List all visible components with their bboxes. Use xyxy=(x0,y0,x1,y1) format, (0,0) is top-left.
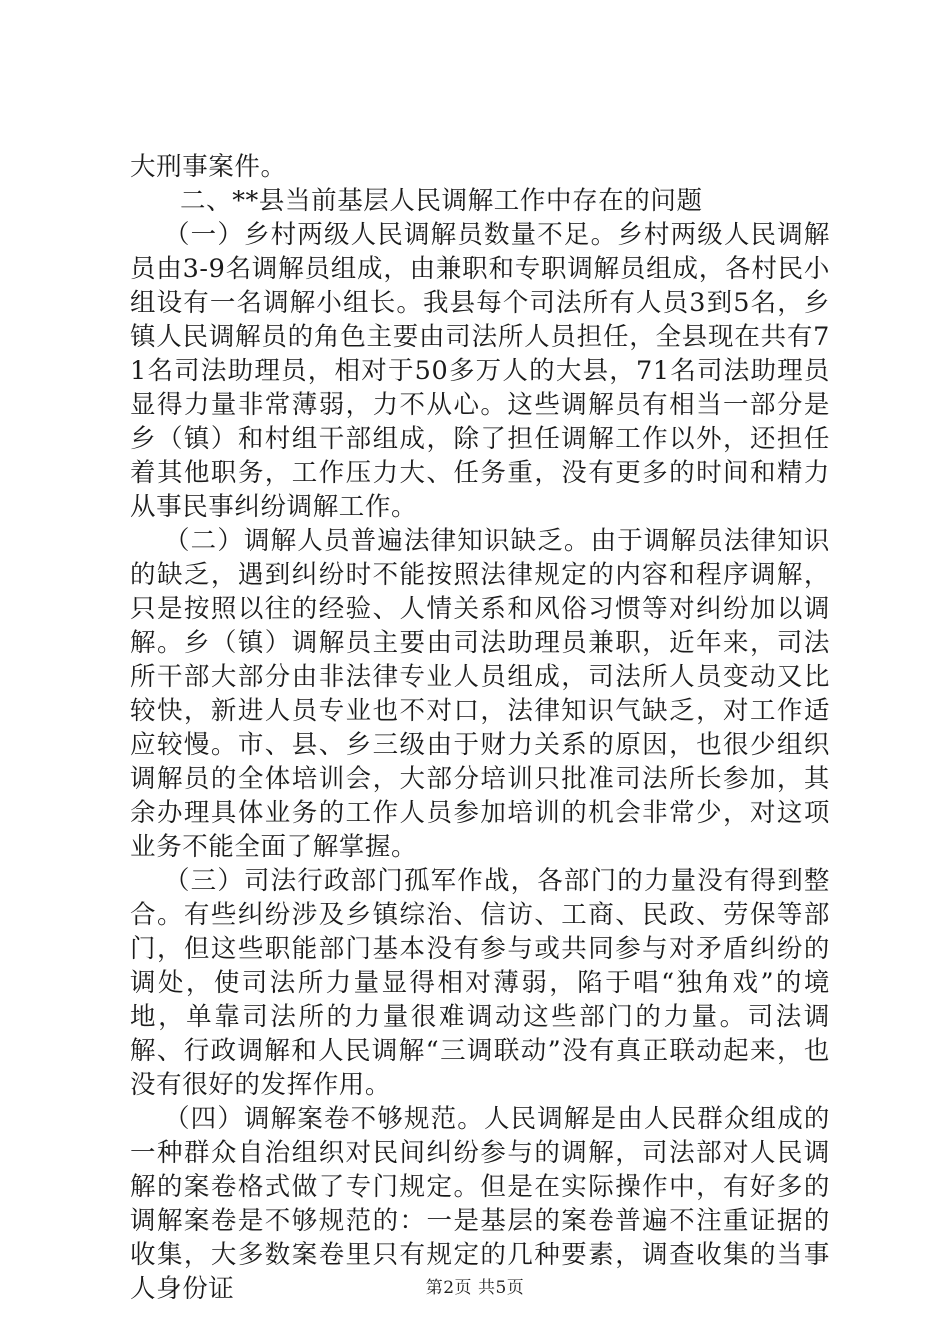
page-footer: 第2页 共5页 xyxy=(425,1278,525,1298)
paragraph-issue-3: （三）司法行政部门孤军作战，各部门的力量没有得到整合。有些纠纷涉及乡镇综治、信访、工商、民政、劳保等部门，但这些职能部门基本没有参与或共同参与对矛盾纠纷的调处，使司法所力量显得相对薄弱，陷于唱“独角戏”的境地，单靠司法所的力量很难调动这些部门的力量。司法调解、行政调解和人民调解“三调联动”没有真正联动起来，也没有很好的发挥作用。 xyxy=(130,866,830,1100)
paragraph-continuation: 大刑事案件。 xyxy=(130,152,287,182)
paragraph-issue-2: （二）调解人员普遍法律知识缺乏。由于调解员法律知识的缺乏，遇到纠纷时不能按照法律规定的内容和程序调解，只是按照以往的经验、人情关系和风俗习惯等对纠纷加以调解。乡（镇）调解员主要由司法助理员兼职，近年来，司法所干部大部分由非法律专业人员组成，司法所人员变动又比较快，新进人员专业也不对口，法律知识气缺乏，对工作适应较慢。市、县、乡三级由于财力关系的原因，也很少组织调解员的全体培训会，大部分培训只批准司法所长参加，其余办理具体业务的工作人员参加培训的机会非常少，对这项业务不能全面了解掌握。 xyxy=(130,526,830,862)
document-body xyxy=(130,150,830,1306)
paragraph-issue-1: （一）乡村两级人民调解员数量不足。乡村两级人民调解员由3-9名调解员组成，由兼职和专职调解员组成，各村民小组设有一名调解小组长。我县每个司法所有人员3到5名，乡镇人民调解员的角色主要由司法所人员担任，全县现在共有71名司法助理员，相对于50多万人的大县，71名司法助理员显得力量非常薄弱，力不从心。这些调解员有相当一部分是乡（镇）和村组干部组成，除了担任调解工作以外，还担任着其他职务，工作压力大、任务重，没有更多的时间和精力从事民事纠纷调解工作。 xyxy=(130,220,830,522)
section-heading: 二、**县当前基层人民调解工作中存在的问题 xyxy=(180,186,703,216)
paragraph-issue-4: （四）调解案卷不够规范。人民调解是由人民群众组成的一种群众自治组织对民间纠纷参与的调解，司法部对人民调解的案卷格式做了专门规定。但是在实际操作中，有好多的调解案卷是不够规范的：一是基层的案卷普遍不注重证据的收集，大多数案卷里只有规定的几种要素，调查收集的当事人身份证 xyxy=(130,1104,830,1304)
